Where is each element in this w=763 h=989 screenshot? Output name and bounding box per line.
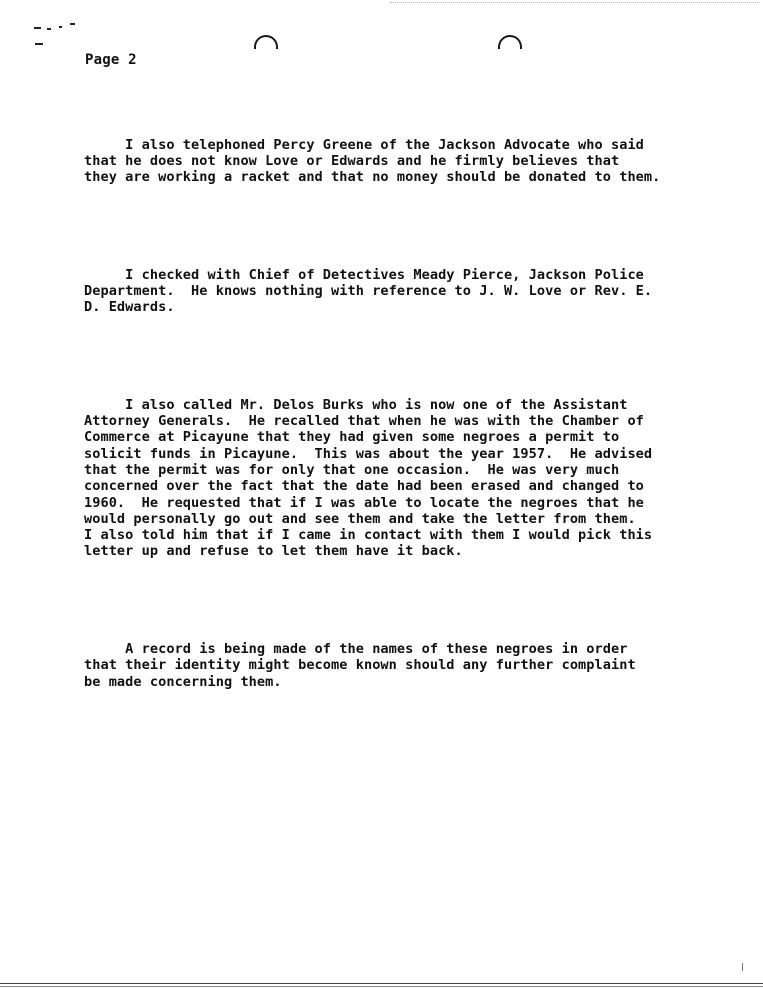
- text-line: Attorney Generals. He recalled that when he was with the Chamber of: [84, 413, 644, 430]
- paragraph: [84, 364, 724, 592]
- scan-mark: [34, 27, 41, 29]
- text-line: 1960. He requested that if I was able to locate the negroes that he: [84, 494, 644, 511]
- scan-edge-dots: [390, 2, 760, 3]
- scan-mark: [47, 28, 51, 30]
- paragraph: [84, 608, 724, 722]
- text-line: be made concerning them.: [84, 673, 282, 690]
- scan-mark: [70, 23, 75, 25]
- paragraph: [84, 104, 724, 218]
- punch-hole-mark-right: [498, 35, 522, 49]
- text-line: I checked with Chief of Detectives Meady Pierce, Jackson Police: [84, 266, 644, 283]
- text-line: would personally go out and see them and take the letter from them.: [84, 510, 636, 527]
- scan-bottom-edge: [0, 986, 763, 987]
- memo-body: [84, 104, 724, 738]
- text-line: Department. He knows nothing with reference to J. W. Love or Rev. E.: [84, 282, 653, 299]
- text-line: Commerce at Picayune that they had given some negroes a permit to: [84, 429, 620, 446]
- text-line: solicit funds in Picayune. This was about the year 1957. He advised: [84, 445, 653, 462]
- text-line: concerned over the fact that the date had been erased and changed to: [84, 478, 644, 495]
- page-number: Page 2: [85, 52, 137, 68]
- punch-hole-mark-left: [254, 35, 278, 49]
- scan-mark: [742, 963, 743, 971]
- scan-bottom-edge: [0, 983, 763, 984]
- text-line: I also told him that if I came in contact with them I would pick this: [84, 527, 653, 544]
- text-line: I also telephoned Percy Greene of the Jackson Advocate who said: [84, 136, 644, 153]
- text-line: letter up and refuse to let them have it back.: [84, 543, 463, 560]
- text-line: A record is being made of the names of these negroes in order: [84, 640, 628, 657]
- text-line: D. Edwards.: [84, 299, 175, 316]
- text-line: that their identity might become known should any further complaint: [84, 657, 636, 674]
- text-line: they are working a racket and that no money should be donated to them.: [84, 169, 661, 186]
- text-line: that he does not know Love or Edwards and he firmly believes that: [84, 152, 620, 169]
- text-line: I also called Mr. Delos Burks who is now one of the Assistant: [84, 396, 628, 413]
- paragraph: [84, 234, 724, 348]
- scan-mark: [59, 26, 62, 28]
- text-line: that the permit was for only that one occasion. He was very much: [84, 461, 620, 478]
- scan-mark: [35, 43, 43, 45]
